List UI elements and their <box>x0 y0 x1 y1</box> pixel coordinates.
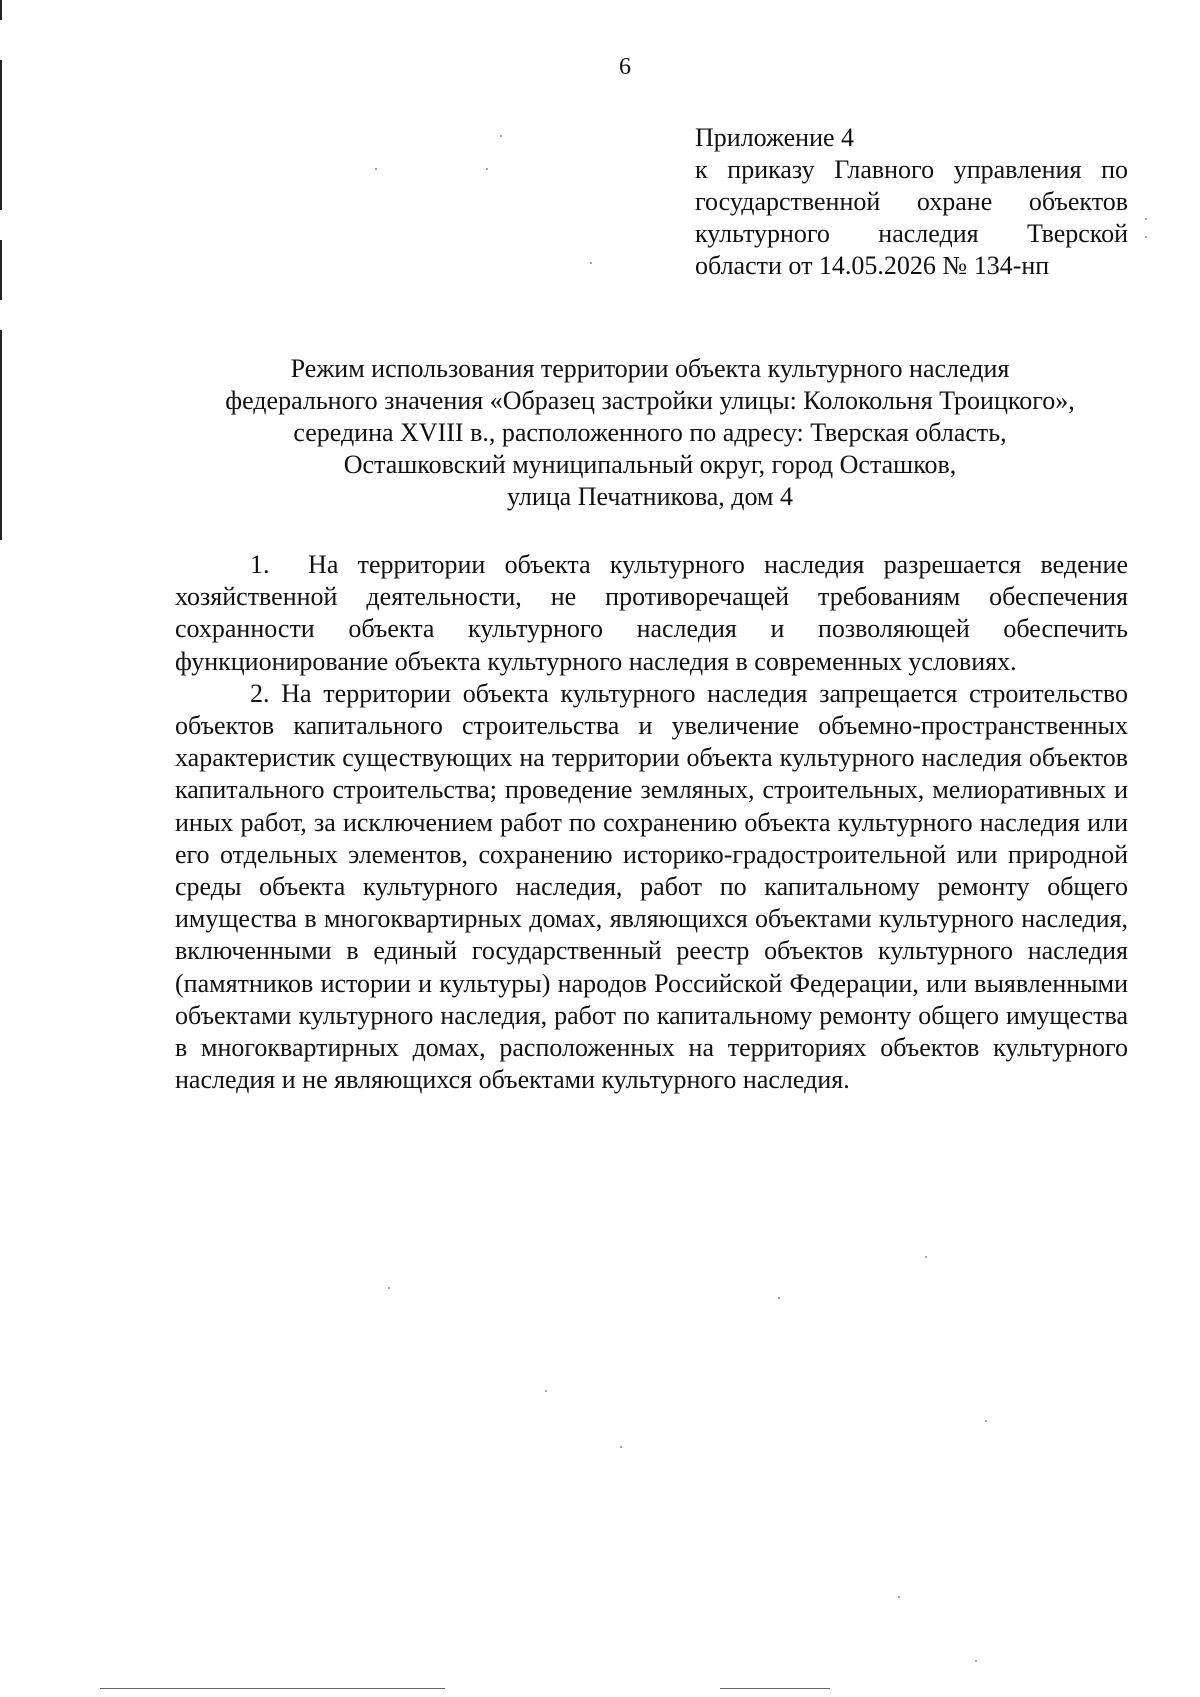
title-line: федерального значения «Образец застройки улицы: Колокольня Троицкого», <box>225 386 1075 415</box>
scan-speck <box>1145 236 1147 238</box>
paragraph-number: 1. <box>250 550 270 579</box>
scan-speck <box>500 135 502 137</box>
footer-line <box>100 1688 445 1689</box>
document-body <box>175 549 1128 1096</box>
paragraph-2 <box>175 678 1128 1097</box>
scan-speck <box>375 168 377 170</box>
document-title <box>150 353 1150 513</box>
paragraph-number: 2. <box>250 678 270 708</box>
scan-speck <box>545 1390 547 1392</box>
appendix-reference: к приказу Главного управления по государственной охране объектов культурного наследия Тверской области от 14.05.2026 № 134-нп <box>695 155 1128 280</box>
scan-edge-mark <box>0 330 2 540</box>
scan-speck <box>985 1420 987 1422</box>
paragraph-text: На территории объекта культурного наследия запрещается строительство объектов капитального строительства и увеличение объемно-пространственных характеристик существующих на территории объекта культурного наследия объектов капитального строительства; проведение земляных, строительных, мелиоративных и иных работ, за исключением работ по сохранению объекта культурного наследия или его отдельных элементов, сохранению историко-градостроительной или природной среды объекта культурного наследия, работ по капитальному ремонту общего имущества в многоквартирных домах, являющихся объектами культурного наследия, включенными в единый государственный реестр объектов культурного наследия (памятников истории и культуры) народов Российской Федерации, или выявленными объектами культурного наследия, работ по капитальному ремонту общего имущества в многоквартирных домах, расположенных на территориях объектов культурного наследия и не являющихся объектами культурного наследия. <box>175 678 1129 1095</box>
paragraph-text: На территории объекта культурного наследия разрешается ведение хозяйственной деятельности, не противоречащей требованиям обеспечения сохранности объекта культурного наследия и позволяющей обеспечить функционирование объекта культурного наследия в современных условиях. <box>175 550 1128 676</box>
appendix-header <box>695 122 1128 282</box>
title-line: улица Печатникова, дом 4 <box>507 482 793 511</box>
title-line: середина XVIII в., расположенного по адресу: Тверская область, <box>293 418 1007 447</box>
page-number: 6 <box>619 54 631 80</box>
scan-speck <box>590 262 592 264</box>
scan-edge-mark <box>0 240 2 300</box>
scan-speck <box>975 1660 977 1662</box>
scan-edge-mark <box>0 0 2 20</box>
scan-speck <box>898 1596 900 1598</box>
scan-speck <box>486 168 488 170</box>
footer-line <box>720 1688 830 1689</box>
appendix-title: Приложение 4 <box>695 123 855 152</box>
scan-speck <box>620 1446 622 1448</box>
scan-speck <box>925 1256 927 1258</box>
scan-speck <box>778 1297 780 1299</box>
title-line: Режим использования территории объекта культурного наследия <box>290 354 1010 383</box>
scan-edge-mark <box>0 60 2 210</box>
paragraph-1 <box>175 549 1128 678</box>
scan-speck <box>1145 218 1147 220</box>
scan-speck <box>388 1287 390 1289</box>
title-line: Осташковский муниципальный округ, город Осташков, <box>343 450 957 479</box>
